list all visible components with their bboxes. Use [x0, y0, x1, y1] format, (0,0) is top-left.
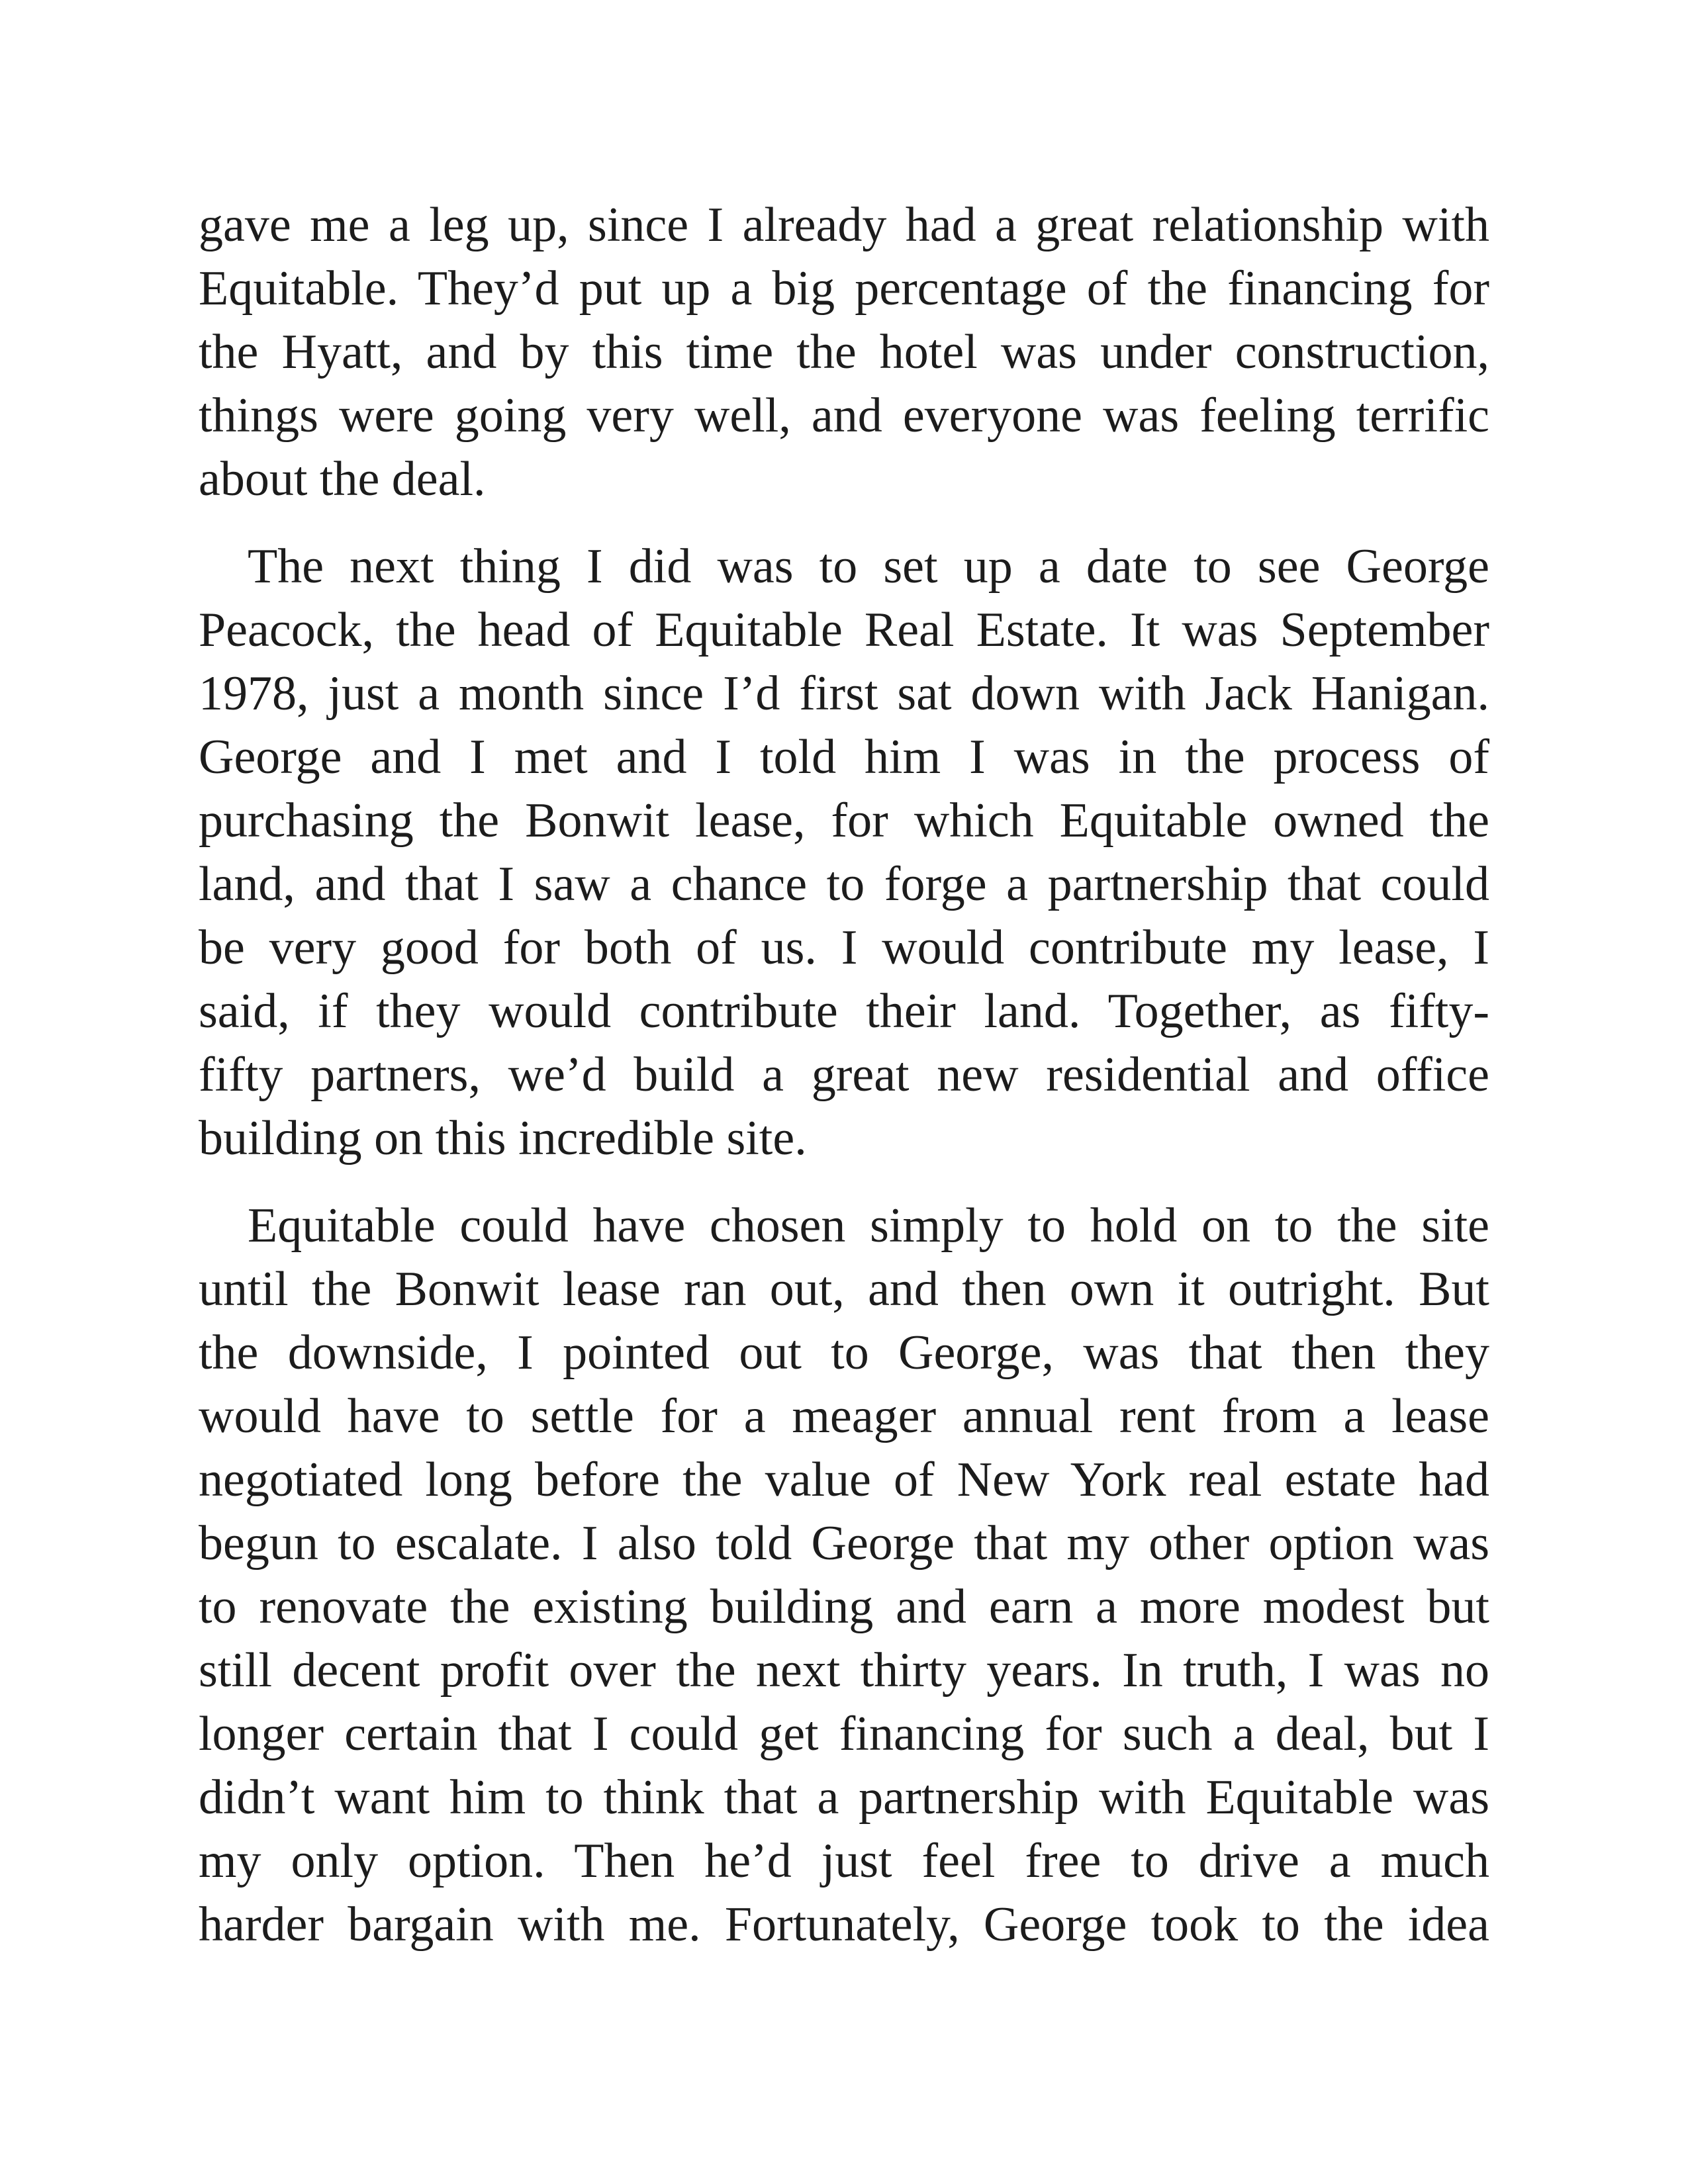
- text-line: said, if they would contribute their land. Together, as fifty-: [199, 984, 1489, 1038]
- paragraph-3: [199, 1194, 1489, 1956]
- text-line: land, and that I saw a chance to forge a partnership that could: [199, 857, 1489, 911]
- text-line: be very good for both of us. I would contribute my lease, I: [199, 921, 1489, 975]
- text-line: still decent profit over the next thirty years. In truth, I was no: [199, 1643, 1489, 1698]
- paragraph-2: [199, 535, 1489, 1170]
- text-line: negotiated long before the value of New York real estate had: [199, 1453, 1489, 1507]
- text-line: begun to escalate. I also told George that my other option was: [199, 1516, 1489, 1570]
- text-line: harder bargain with me. Fortunately, George took to the idea: [199, 1897, 1489, 1952]
- text-line: building on this incredible site.: [199, 1111, 807, 1165]
- text-line: Equitable. They’d put up a big percentage of the financing for: [199, 261, 1489, 316]
- body-text: [199, 193, 1489, 1956]
- text-line: would have to settle for a meager annual rent from a lease: [199, 1389, 1489, 1443]
- text-line: Equitable could have chosen simply to hold on to the site: [248, 1199, 1489, 1253]
- text-line: Peacock, the head of Equitable Real Estate. It was September: [199, 603, 1489, 657]
- text-line: 1978, just a month since I’d first sat down with Jack Hanigan.: [199, 666, 1489, 721]
- text-line: about the deal.: [199, 452, 486, 506]
- text-line: to renovate the existing building and earn a more modest but: [199, 1580, 1489, 1634]
- text-line: George and I met and I told him I was in the process of: [199, 730, 1489, 784]
- text-line: The next thing I did was to set up a date to see George: [248, 539, 1489, 594]
- text-line: fifty partners, we’d build a great new residential and office: [199, 1048, 1489, 1102]
- text-line: gave me a leg up, since I already had a great relationship with: [199, 198, 1489, 252]
- text-line: until the Bonwit lease ran out, and then own it outright. But: [199, 1262, 1489, 1316]
- text-line: things were going very well, and everyone was feeling terrific: [199, 388, 1489, 443]
- text-line: the Hyatt, and by this time the hotel was under construction,: [199, 325, 1489, 379]
- text-line: didn’t want him to think that a partnership with Equitable was: [199, 1770, 1489, 1825]
- text-line: longer certain that I could get financing for such a deal, but I: [199, 1707, 1489, 1761]
- paragraph-1: [199, 193, 1489, 511]
- text-line: purchasing the Bonwit lease, for which Equitable owned the: [199, 794, 1489, 848]
- text-line: the downside, I pointed out to George, was that then they: [199, 1326, 1489, 1380]
- text-line: my only option. Then he’d just feel free to drive a much: [199, 1834, 1489, 1888]
